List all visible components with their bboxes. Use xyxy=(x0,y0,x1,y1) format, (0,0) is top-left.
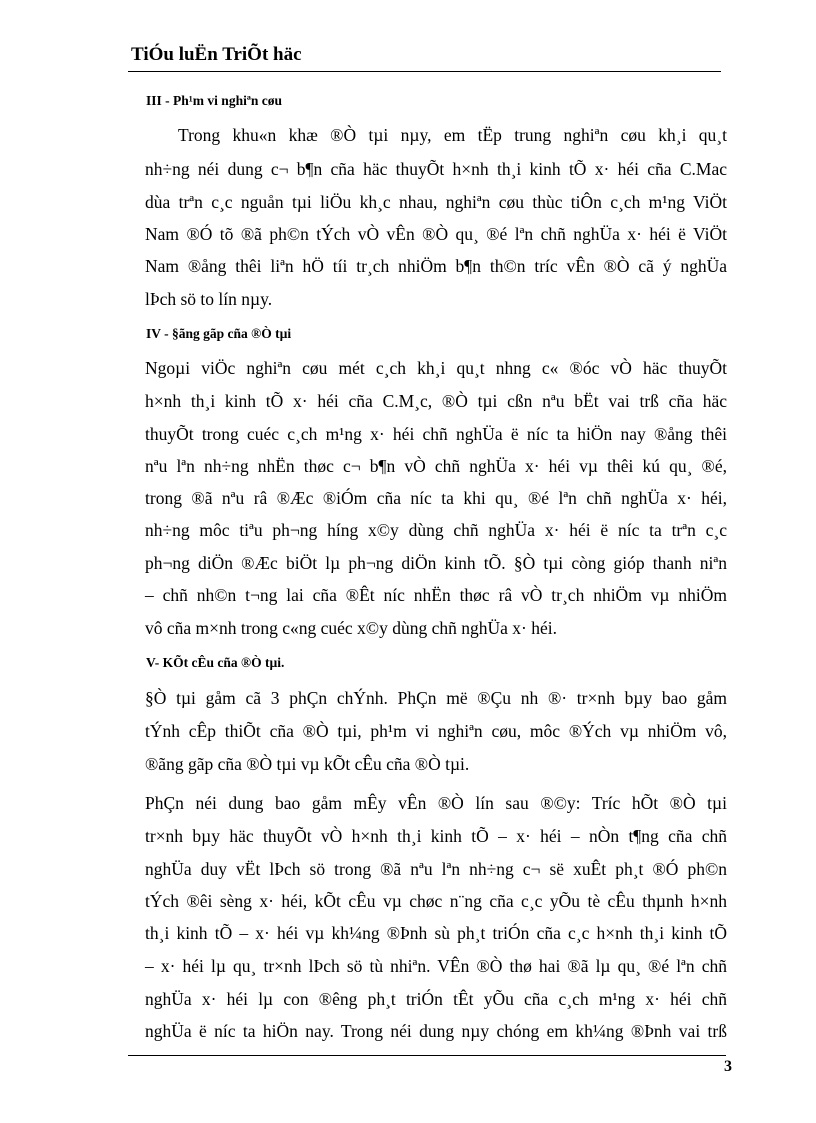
paragraph-line: nªu lªn nh÷ng nhËn thøc c¬ b¶n vÒ chñ nghÜa x· héi vµ thêi kú qu¸ ®é, xyxy=(145,456,727,476)
paragraph-line: Trong khu«n khæ ®Ò tµi nµy, em tËp trung nghiªn cøu kh¸i qu¸t xyxy=(178,125,727,145)
paragraph-line: dùa trªn c¸c nguån tµi liÖu kh¸c nhau, nghiªn cøu thùc tiÔn c¸ch m¹ng ViÖt xyxy=(145,192,727,212)
paragraph-line: tÝnh cÊp thiÕt cña ®Ò tµi, ph¹m vi nghiªn cøu, môc ®Ých vµ nhiÖm vô, xyxy=(145,721,727,741)
header-rule xyxy=(128,71,721,72)
paragraph-line: h×nh th¸i kinh tÕ x· héi cña C.M¸c, ®Ò tµi cßn nªu bËt vai trß cña häc xyxy=(145,391,727,411)
paragraph-line: nghÜa duy vËt lÞch sö trong ®ã nªu lªn nh÷ng c¬ së xuÊt ph¸t ®Ó ph©n xyxy=(145,859,727,879)
paragraph-line: – chñ nh©n t¬ng lai cña ®Êt níc nhËn thøc râ vÒ tr¸ch nhiÖm vµ nhiÖm xyxy=(145,585,727,605)
section-heading-contribution: IV - §ãng gãp cña ®Ò tµi xyxy=(146,326,292,341)
paragraph-line: vô cña m×nh trong c«ng cuéc x©y dùng chñ nghÜa x· héi. xyxy=(145,618,557,638)
paragraph-line: ph¬ng diÖn ®Æc biÖt lµ ph¬ng diÖn kinh tÕ. §Ò tµi còng gióp thanh niªn xyxy=(145,553,727,573)
paragraph-line: – x· héi lµ qu¸ tr×nh lÞch sö tù nhiªn. VÊn ®Ò thø hai ®ã lµ qu¸ ®é lªn chñ xyxy=(145,956,727,976)
paragraph-line: tÝch ®êi sèng x· héi, kÕt cÊu vµ chøc n¨ng cña c¸c yÕu tè cÊu thµnh h×nh xyxy=(145,891,727,911)
paragraph-line: Ngoµi viÖc nghiªn cøu mét c¸ch kh¸i qu¸t nhng c« ®óc vÒ häc thuyÕt xyxy=(145,358,727,378)
paragraph-line: Nam ®ång thêi liªn hÖ tíi tr¸ch nhiÖm b¶n th©n tríc vÊn ®Ò cã ý nghÜa xyxy=(145,256,727,276)
paragraph-line: Nam ®Ó tõ ®ã ph©n tÝch vÒ vÊn ®Ò qu¸ ®é lªn chñ nghÜa x· héi ë ViÖt xyxy=(145,224,727,244)
paragraph-line: thuyÕt trong cuéc c¸ch m¹ng x· héi chñ nghÜa ë níc ta hiÖn nay ®ång thêi xyxy=(145,424,727,444)
paragraph-line: tr×nh bµy häc thuyÕt vÒ h×nh th¸i kinh tÕ – x· héi – nÒn t¶ng cña chñ xyxy=(145,826,727,846)
paragraph-line: ®ãng gãp cña ®Ò tµi vµ kÕt cÊu cña ®Ò tµi. xyxy=(145,754,470,774)
paragraph-line: nghÜa ë níc ta hiÖn nay. Trong néi dung nµy chóng em kh¼ng ®Þnh vai trß xyxy=(145,1021,727,1041)
paragraph-line: nghÜa x· héi lµ con ®êng ph¸t triÓn tÊt yÕu cña c¸ch m¹ng x· héi chñ xyxy=(145,989,727,1009)
paragraph-line: §Ò tµi gåm cã 3 phÇn chÝnh. PhÇn më ®Çu nh ®· tr×nh bµy bao gåm xyxy=(145,688,727,708)
section-heading-structure: V- KÕt cÊu cña ®Ò tµi. xyxy=(146,655,285,670)
paragraph-line: lÞch sö to lín nµy. xyxy=(145,289,273,309)
footer-rule xyxy=(128,1055,726,1056)
page-number: 3 xyxy=(724,1058,732,1075)
paragraph-line: nh÷ng môc tiªu ph¬ng híng x©y dùng chñ nghÜa x· héi ë níc ta trªn c¸c xyxy=(145,520,727,540)
header-title: TiÓu luËn TriÕt häc xyxy=(131,44,302,65)
paragraph-line: nh÷ng néi dung c¬ b¶n cña häc thuyÕt h×nh th¸i kinh tÕ x· héi cña C.Mac xyxy=(145,159,727,179)
section-heading-scope: III - Ph¹m vi nghiªn cøu xyxy=(146,93,283,108)
paragraph-line: trong ®ã nªu râ ®Æc ®iÓm cña níc ta khi qu¸ ®é lªn chñ nghÜa x· héi, xyxy=(145,488,727,508)
paragraph-line: th¸i kinh tÕ – x· héi vµ kh¼ng ®Þnh sù ph¸t triÓn cña c¸c h×nh th¸i kinh tÕ xyxy=(145,923,727,943)
paragraph-line: PhÇn néi dung bao gåm mÊy vÊn ®Ò lín sau ®©y: Tríc hÕt ®Ò tµi xyxy=(145,793,727,813)
